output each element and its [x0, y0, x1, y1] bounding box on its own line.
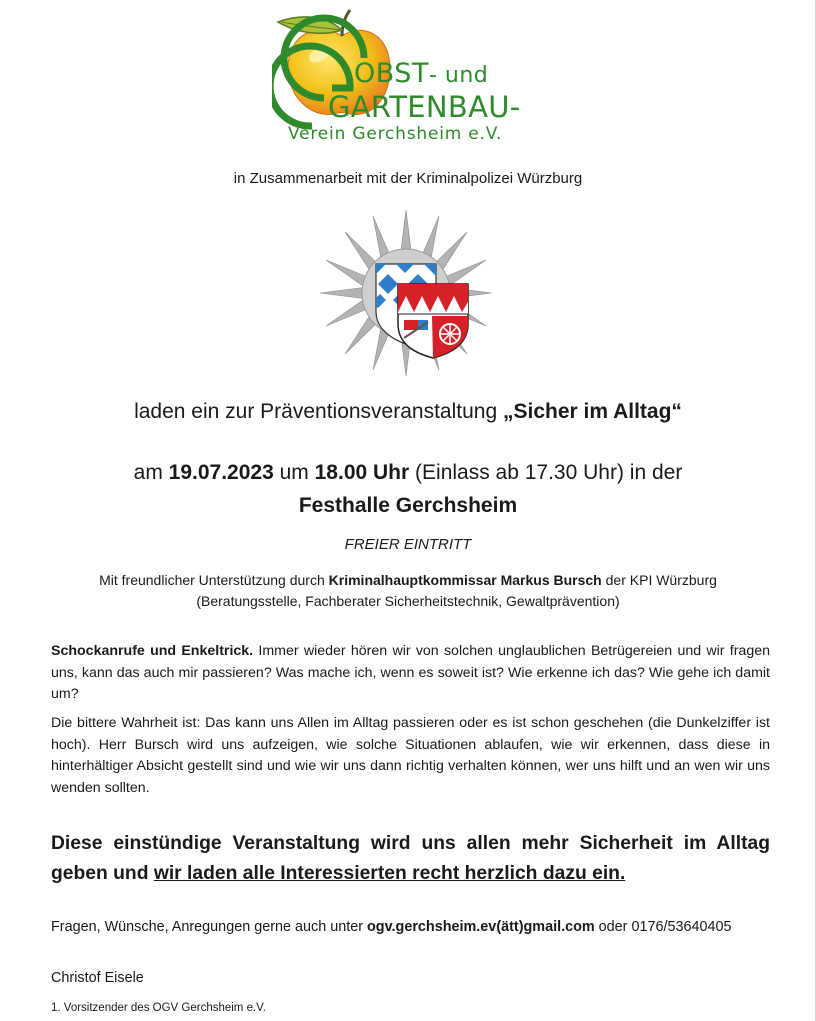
police-emblem: [318, 208, 494, 378]
event-title: „Sicher im Alltag“: [502, 400, 682, 423]
paragraph-scam-calls: Schockanrufe und Enkeltrick. Immer wieder hören wir von solchen unglaublichen Betrügereien und wir fragen uns, kann das auch mir passieren? Was mache ich, wenn es soweit ist? Wie erkenne ich das? Wie gehe ich damit um?: [51, 643, 770, 702]
logo-line-obst: OBST- und: [354, 58, 489, 89]
contact-phone: 0176/53640405: [631, 919, 732, 935]
police-star-emblem-icon: [318, 208, 494, 378]
contact-line: Fragen, Wünsche, Anregungen gerne auch unter ogv.gerchsheim.ev(ätt)gmail.com oder 0176/53640405: [51, 919, 732, 935]
event-date: 19.07.2023: [168, 461, 274, 484]
free-entry: FREIER EINTRITT: [344, 536, 472, 553]
signature-role: 1. Vorsitzender des OGV Gerchsheim e.V.: [51, 1002, 266, 1014]
closing-statement: Diese einstündige Veranstaltung wird uns allen mehr Sicherheit im Alltag geben und wir laden alle Interessierten recht herzlich dazu ein.: [51, 833, 770, 884]
speaker-name: Kriminalhauptkommissar Markus Bursch: [328, 572, 602, 588]
logo-line-verein: Verein Gerchsheim e.V.: [288, 124, 503, 144]
signature-name: Christof Eisele: [51, 970, 144, 986]
support-details: (Beratungsstelle, Fachberater Sicherheitstechnik, Gewaltprävention): [196, 593, 620, 609]
event-venue: Festhalle Gerchsheim: [298, 494, 518, 517]
logo-line-gartenbau: GARTENBAU-: [328, 90, 521, 124]
invitation-line: laden ein zur Präventionsveranstaltung „Sicher im Alltag“: [134, 400, 682, 423]
closing-invite-underlined: wir laden alle Interessierten recht herzlich dazu ein.: [153, 863, 626, 884]
contact-email[interactable]: ogv.gerchsheim.ev(ätt)gmail.com: [367, 919, 595, 935]
intro-text: in Zusammenarbeit mit der Kriminalpolizei Würzburg: [233, 170, 583, 187]
event-time: 18.00 Uhr: [314, 461, 410, 484]
support-text: Mit freundlicher Unterstützung durch Kriminalhauptkommissar Markus Bursch der KPI Würzburg (Beratungsstelle, Fachberater Sicherheitstechnik, Gewaltprävention): [99, 572, 717, 609]
ogv-logo: [272, 6, 544, 146]
event-date-line: am 19.07.2023 um 18.00 Uhr (Einlass ab 17.30 Uhr) in der: [133, 461, 683, 484]
paragraph-truth: Die bittere Wahrheit ist: Das kann uns Allen im Alltag passieren oder es ist schon geschehen (die Dunkelziffer ist hoch). Herr Bursch wird uns aufzeigen, wie solche Situationen ablaufen, wie wir erkennen, dass diese in hinterhältiger Absicht gestellt sind und wie wir uns dann richtig verhalten können, wer uns hilft und an wen wir uns wenden sollten.: [51, 715, 770, 796]
